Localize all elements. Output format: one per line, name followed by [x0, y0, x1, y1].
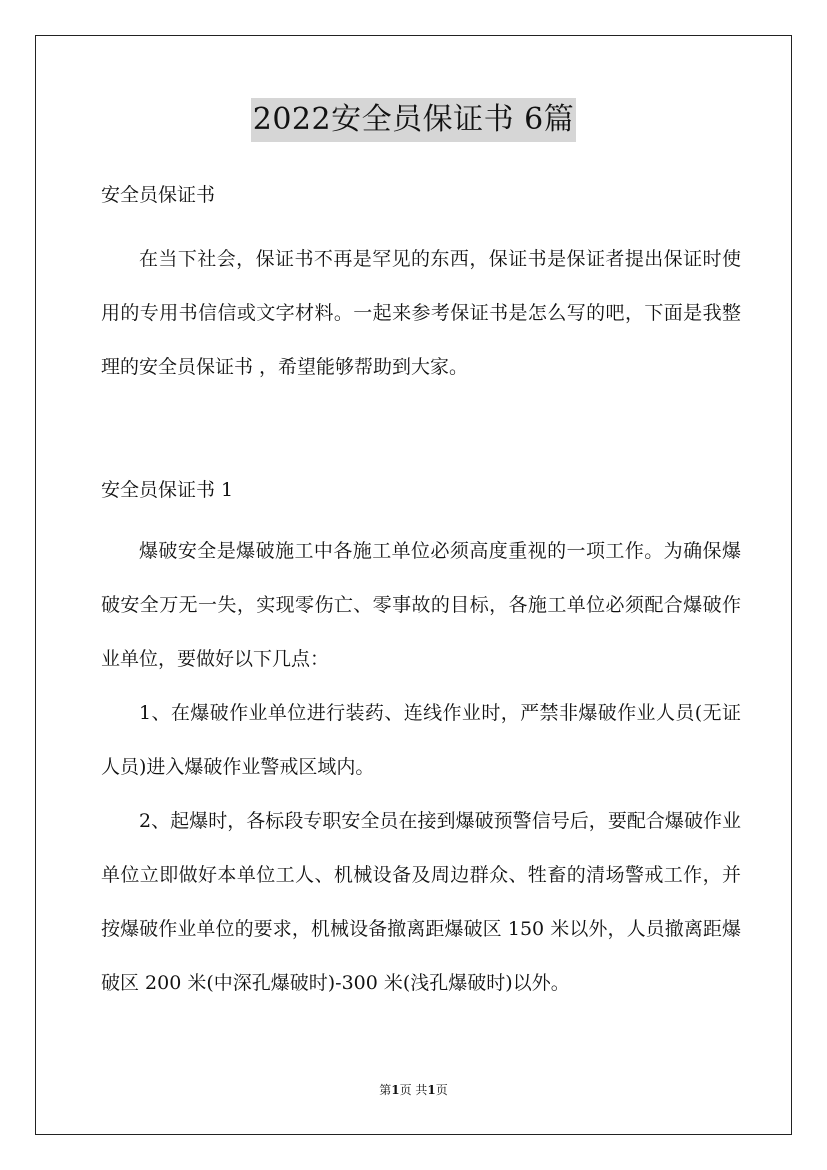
- footer-page-prefix: 第: [379, 1083, 392, 1097]
- page-footer: [0, 1082, 827, 1098]
- footer-total-suffix: 页: [435, 1083, 448, 1097]
- footer-page-suffix: 页 共: [399, 1083, 428, 1097]
- section-heading: 安全员保证书: [101, 184, 216, 206]
- body-paragraph-1: 爆破安全是爆破施工中各施工单位必须高度重视的一项工作。为确保爆破安全万无一失，实现零伤亡、零事故的目标，各施工单位必须配合爆破作业单位，要做好以下几点：: [101, 540, 741, 670]
- subheading-guarantee-1: 安全员保证书 1: [101, 479, 234, 501]
- document-body: [101, 177, 741, 1010]
- body-paragraph-3: 2、起爆时，各标段专职安全员在接到爆破预警信号后，要配合爆破作业单位立即做好本单位工人、机械设备及周边群众、牲畜的清场警戒工作，并按爆破作业单位的要求，机械设备撤离距爆破区 150 米以外，人员撤离距爆破区 200 米(中深孔爆破时)-300 米(浅孔爆破时)以外。: [101, 810, 741, 994]
- intro-paragraph: 在当下社会，保证书不再是罕见的东西，保证书是保证者提出保证时使用的专用书信信或文字材料。一起来参考保证书是怎么写的吧，下面是我整理的安全员保证书 ，希望能够帮助到大家。: [101, 248, 741, 378]
- footer-page-number: 1: [391, 1083, 400, 1097]
- footer-total-pages: 1: [427, 1083, 436, 1097]
- body-paragraph-2: 1、在爆破作业单位进行装药、连线作业时，严禁非爆破作业人员(无证人员)进入爆破作业警戒区域内。: [101, 702, 741, 778]
- document-title: 2022安全员保证书 6篇: [251, 98, 576, 142]
- title-container: [0, 98, 827, 142]
